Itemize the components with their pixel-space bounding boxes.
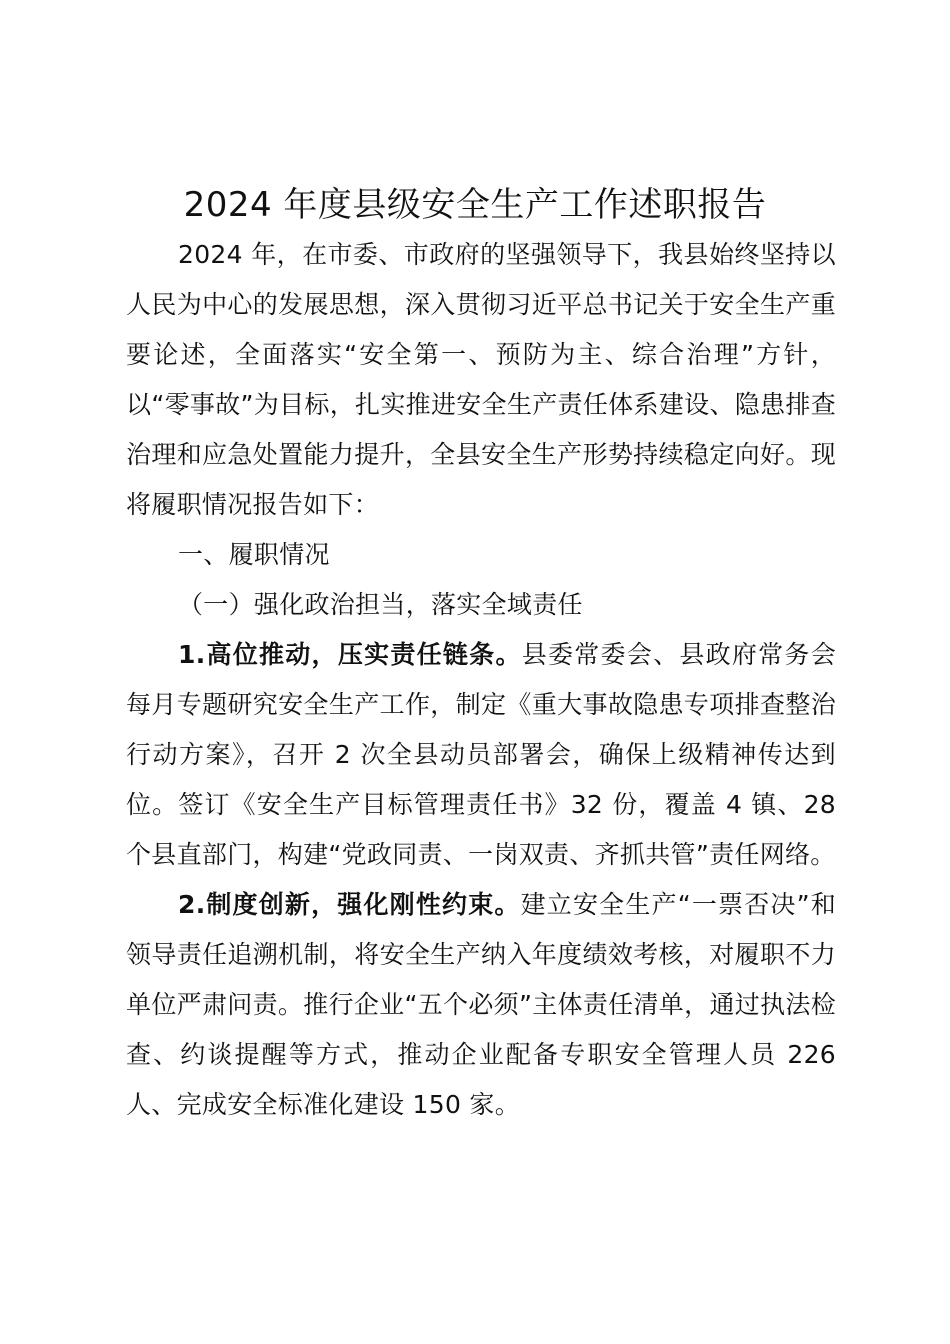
item-text: 建立安全生产“一票否决”和领导责任追溯机制，将安全生产纳入年度绩效考核，对履职不力单位严肃问责。推行企业“五个必须”主体责任清单，通过执法检查、约谈提醒等方式，推动企业配备专职安全管理人员 226 人、完成安全标准化建设 150 家。 xyxy=(126,890,837,1119)
item-text: 县委常委会、县政府常务会每月专题研究安全生产工作，制定《重大事故隐患专项排查整治行动方案》，召开 2 次全县动员部署会，确保上级精神传达到位。签订《安全生产目标管理责任书》32 份，覆盖 4 镇、28 个县直部门，构建“党政同责、一岗双责、齐抓共管”责任网络。 xyxy=(126,640,836,869)
item-lead: 2.制度创新，强化刚性约束。 xyxy=(178,890,521,919)
document-body xyxy=(126,230,836,1130)
section-heading: 一、履职情况 xyxy=(178,540,330,569)
subsection-heading: （一）强化政治担当，落实全域责任 xyxy=(178,590,583,619)
item-lead: 1.高位推动，压实责任链条。 xyxy=(178,640,522,669)
item-paragraph xyxy=(126,880,836,1130)
document-title: 2024 年度县级安全生产工作述职报告 xyxy=(183,185,767,225)
item-paragraph xyxy=(126,630,836,880)
intro-paragraph: 2024 年，在市委、市政府的坚强领导下，我县始终坚持以人民为中心的发展思想，深入贯彻习近平总书记关于安全生产重要论述，全面落实“安全第一、预防为主、综合治理”方针，以“零事故”为目标，扎实推进安全生产责任体系建设、隐患排查治理和应急处置能力提升，全县安全生产形势持续稳定向好。现将履职情况报告如下： xyxy=(126,240,836,519)
